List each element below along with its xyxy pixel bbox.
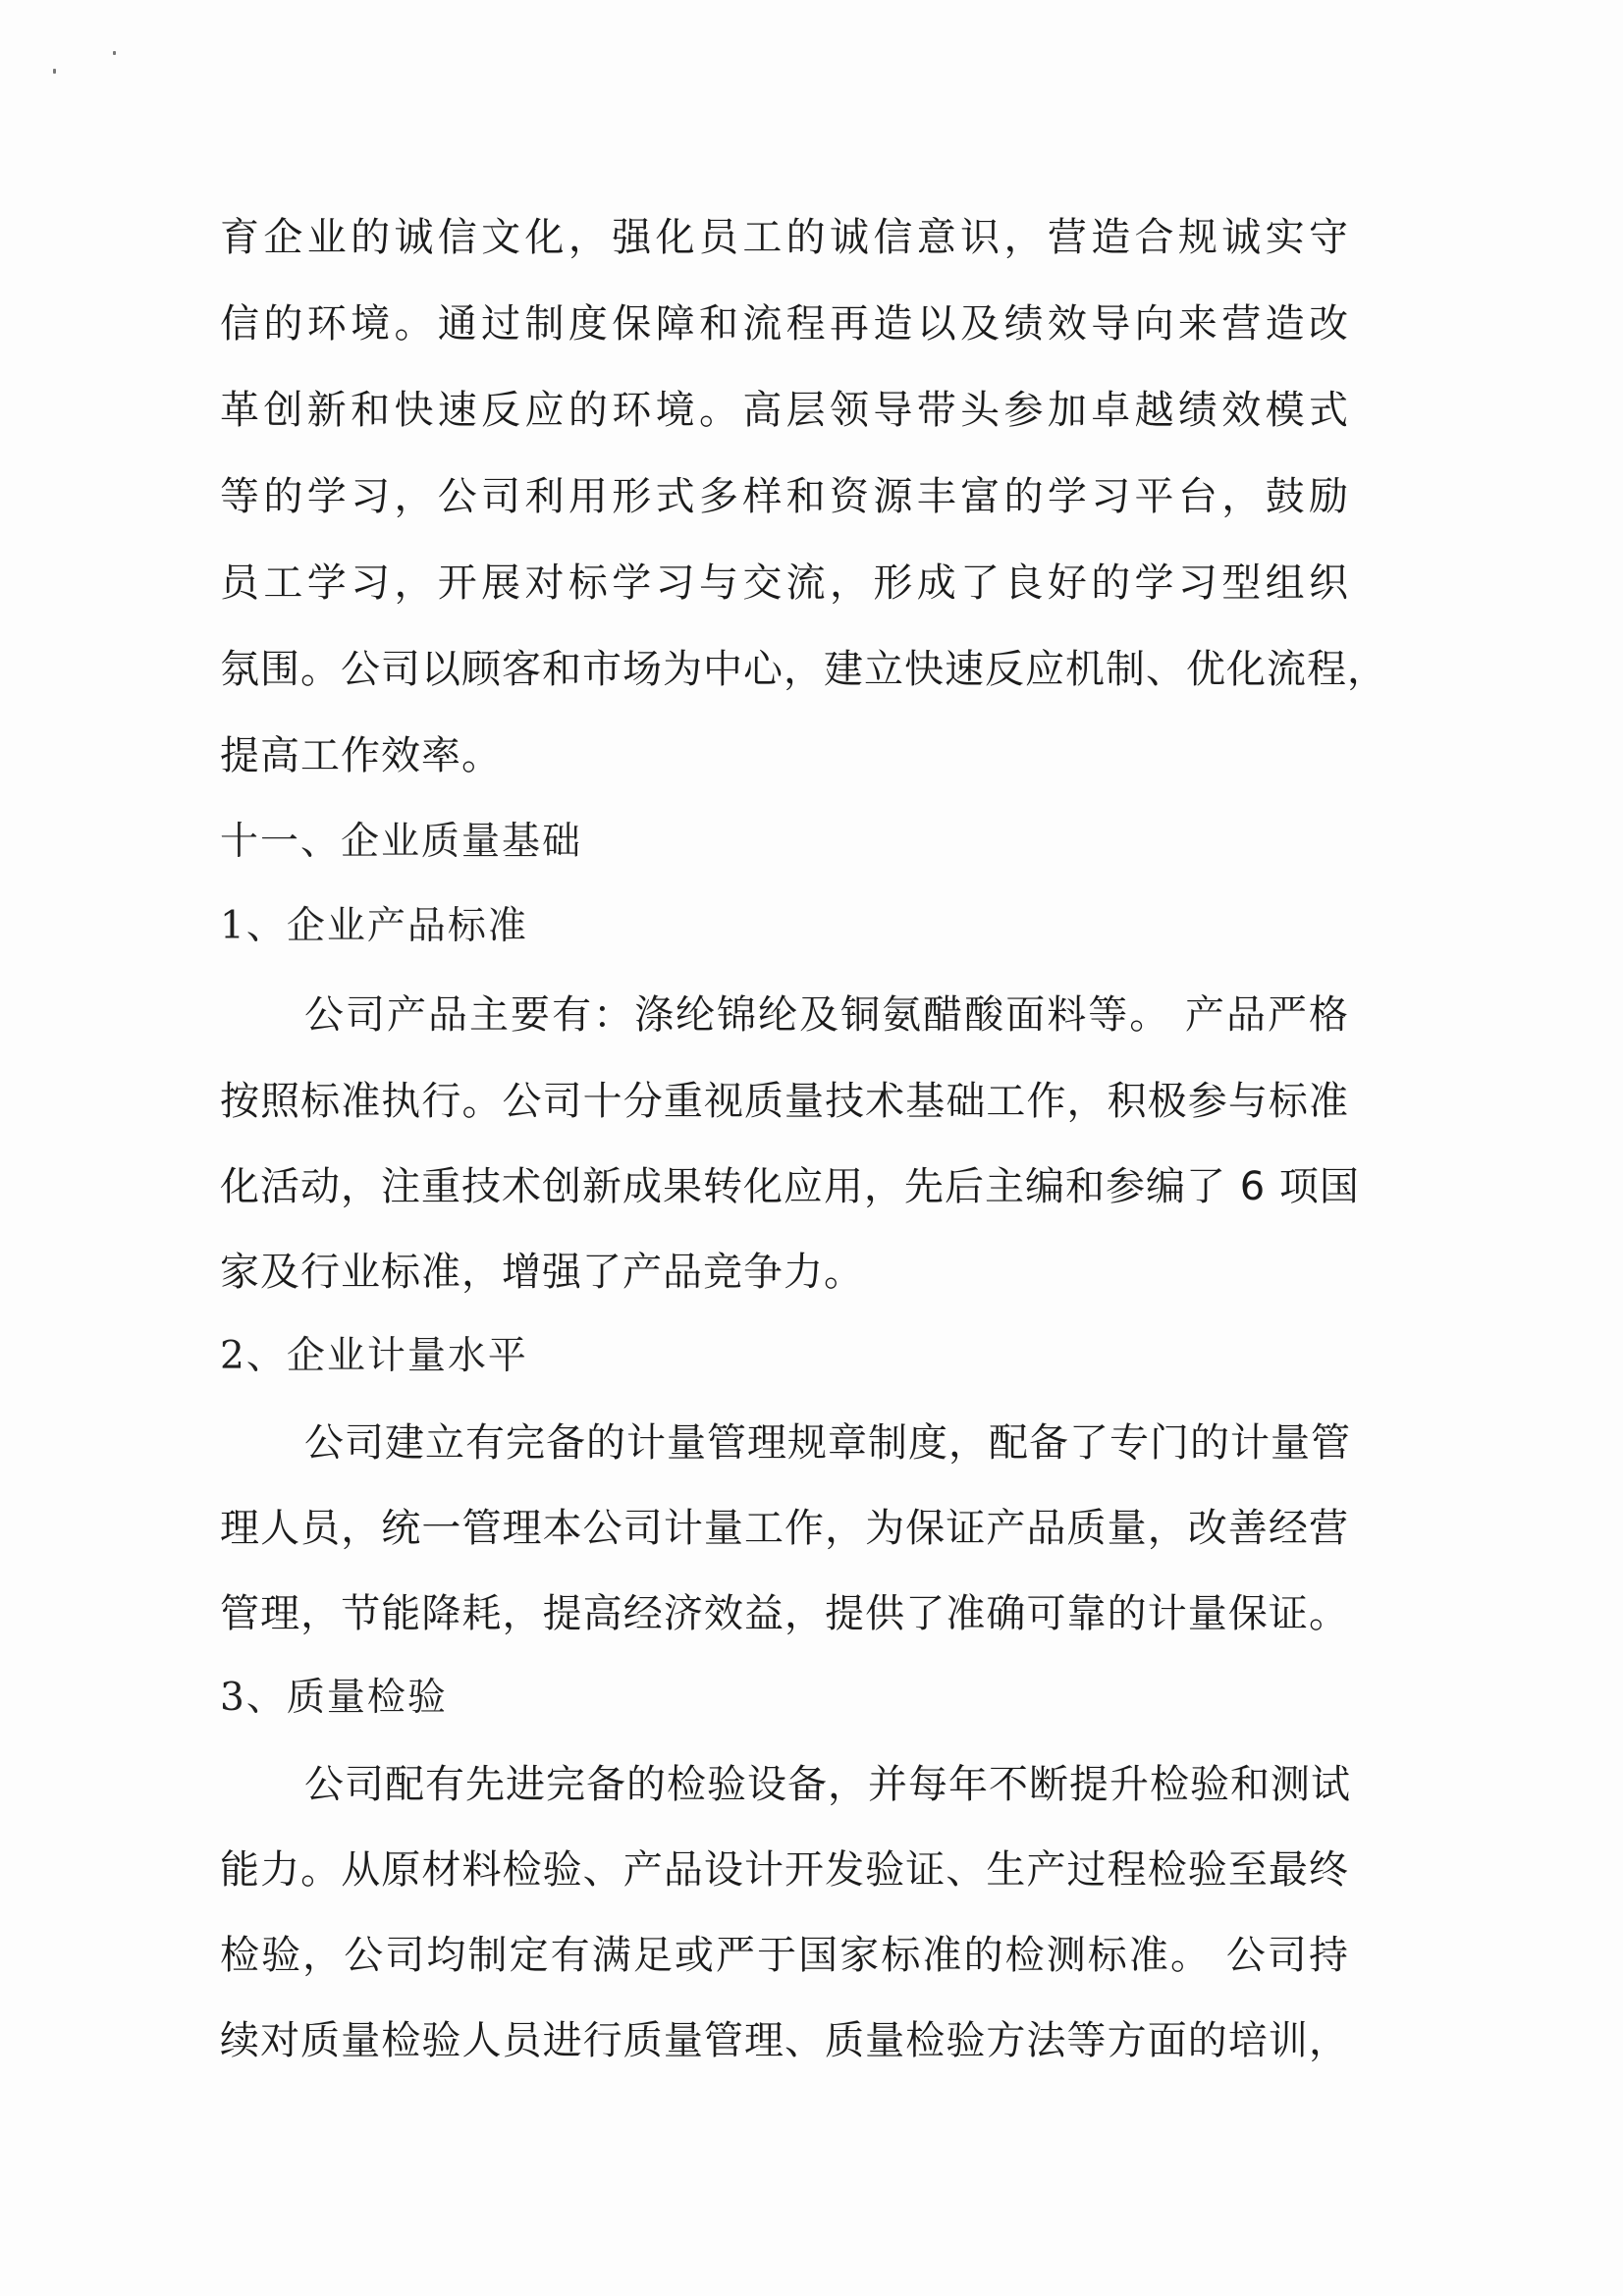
paragraph-line: 家及行业标准，增强了产品竞争力。 — [220, 1250, 864, 1295]
paragraph-line: 提高工作效率。 — [220, 733, 502, 778]
paragraph-line: 信的环境。通过制度保障和流程再造以及绩效导向来营造改 — [220, 301, 1349, 347]
paragraph-line: 育企业的诚信文化，强化员工的诚信意识，营造合规诚实守 — [220, 215, 1349, 260]
paragraph-line: 续对质量检验人员进行质量管理、质量检验方法等方面的培训， — [220, 2018, 1349, 2063]
paragraph-line: 按照标准执行。公司十分重视质量技术基础工作，积极参与标准 — [220, 1079, 1349, 1124]
paragraph-line: 管理，节能降耗，提高经济效益，提供了准确可靠的计量保证。 — [220, 1591, 1349, 1636]
paragraph-line: 检验，公司均制定有满足或严于国家标准的检测标准。 公司持 — [220, 1933, 1349, 1978]
paragraph-line: 等的学习，公司利用形式多样和资源丰富的学习平台，鼓励 — [220, 474, 1349, 519]
paragraph-line: 理人员，统一管理本公司计量工作，为保证产品质量，改善经营 — [220, 1506, 1349, 1551]
paragraph-line: 能力。从原材料检验、产品设计开发验证、生产过程检验至最终 — [220, 1847, 1349, 1893]
paragraph-line: 革创新和快速反应的环境。高层领导带头参加卓越绩效模式 — [220, 388, 1349, 433]
scan-speck — [113, 51, 116, 55]
subsection-heading: 2、企业计量水平 — [220, 1334, 528, 1378]
paragraph-line: 氛围。公司以顾客和市场为中心，建立快速反应机制、优化流程， — [220, 647, 1387, 692]
paragraph-line: 公司产品主要有：涤纶锦纶及铜氨醋酸面料等。 产品严格 — [304, 992, 1349, 1038]
paragraph-line: 公司配有先进完备的检验设备，并每年不断提升检验和测试 — [304, 1762, 1351, 1807]
paragraph-line: 公司建立有完备的计量管理规章制度，配备了专门的计量管 — [304, 1420, 1351, 1466]
scan-speck — [53, 69, 56, 74]
paragraph-line: 化活动，注重技术创新成果转化应用，先后主编和参编了 6 项国 — [220, 1164, 1360, 1209]
subsection-heading: 3、质量检验 — [220, 1676, 448, 1720]
subsection-heading: 1、企业产品标准 — [220, 904, 528, 948]
paragraph-line: 员工学习，开展对标学习与交流，形成了良好的学习型组织 — [220, 561, 1349, 606]
section-heading: 十一、企业质量基础 — [220, 820, 583, 864]
